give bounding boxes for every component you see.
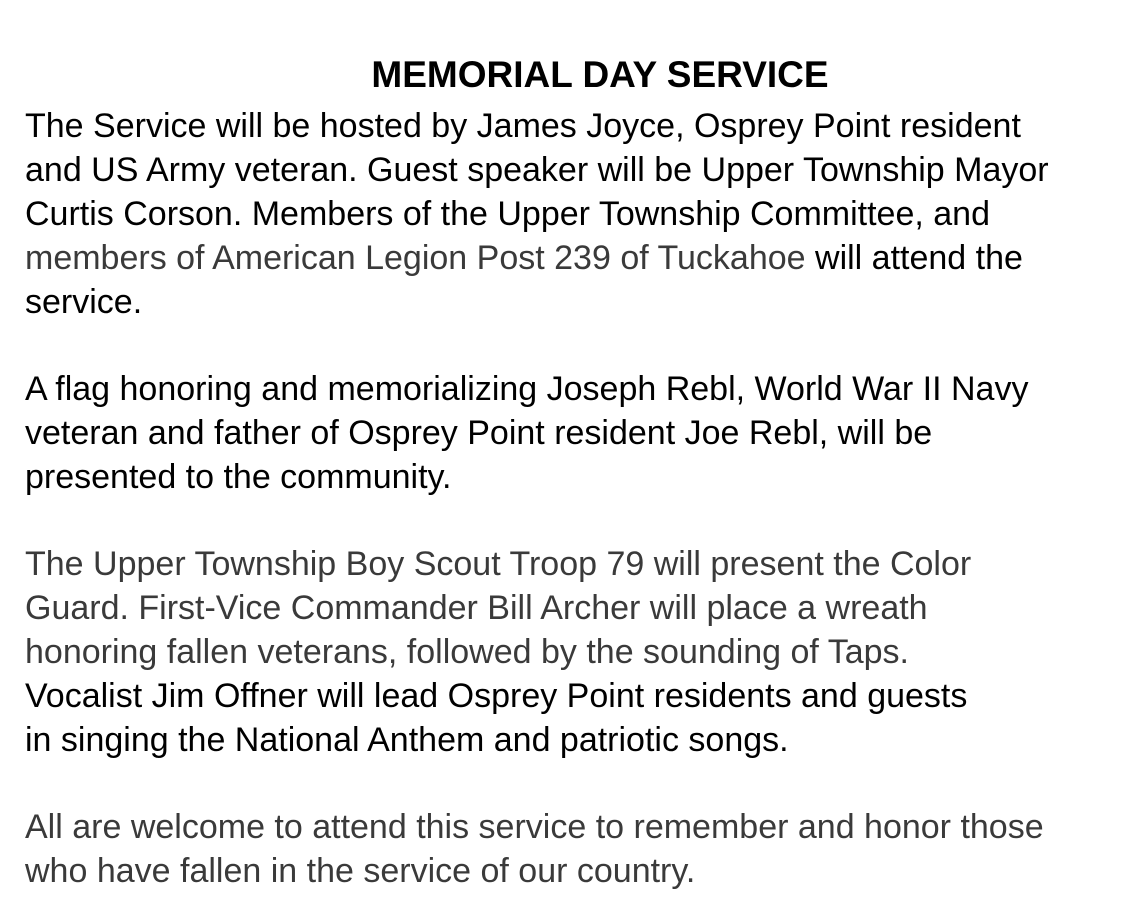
- paragraph-1-line-4: [25, 236, 1023, 280]
- paragraph-2-line-2: veteran and father of Osprey Point resident Joe Rebl, will be: [25, 414, 933, 452]
- page-title: MEMORIAL DAY SERVICE: [371, 54, 829, 95]
- paragraph-1-line-5: service.: [25, 283, 143, 321]
- attend-text: will attend the: [805, 239, 1023, 277]
- paragraph-4-line-1: All are welcome to attend this service to remember and honor those: [25, 808, 1044, 846]
- paragraph-3-line-1: The Upper Township Boy Scout Troop 79 will present the Color: [25, 545, 972, 583]
- paragraph-2-line-3: presented to the community.: [25, 458, 452, 496]
- paragraph-1-line-2: and US Army veteran. Guest speaker will be Upper Township Mayor: [25, 151, 1049, 189]
- american-legion-text: members of American Legion Post 239 of Tuckahoe: [25, 239, 806, 277]
- paragraph-3-line-2: Guard. First-Vice Commander Bill Archer will place a wreath: [25, 589, 928, 627]
- paragraph-3-line-4: Vocalist Jim Offner will lead Osprey Point residents and guests: [25, 677, 968, 715]
- paragraph-1-line-3: Curtis Corson. Members of the Upper Township Committee, and: [25, 195, 990, 233]
- paragraph-3-line-5: in singing the National Anthem and patriotic songs.: [25, 721, 789, 759]
- paragraph-3-line-3: honoring fallen veterans, followed by the sounding of Taps.: [25, 633, 909, 671]
- paragraph-4-line-2: who have fallen in the service of our country.: [25, 852, 696, 890]
- paragraph-1-line-1: The Service will be hosted by James Joyce, Osprey Point resident: [25, 107, 1021, 145]
- paragraph-2-line-1: A flag honoring and memorializing Joseph Rebl, World War II Navy: [25, 370, 1029, 408]
